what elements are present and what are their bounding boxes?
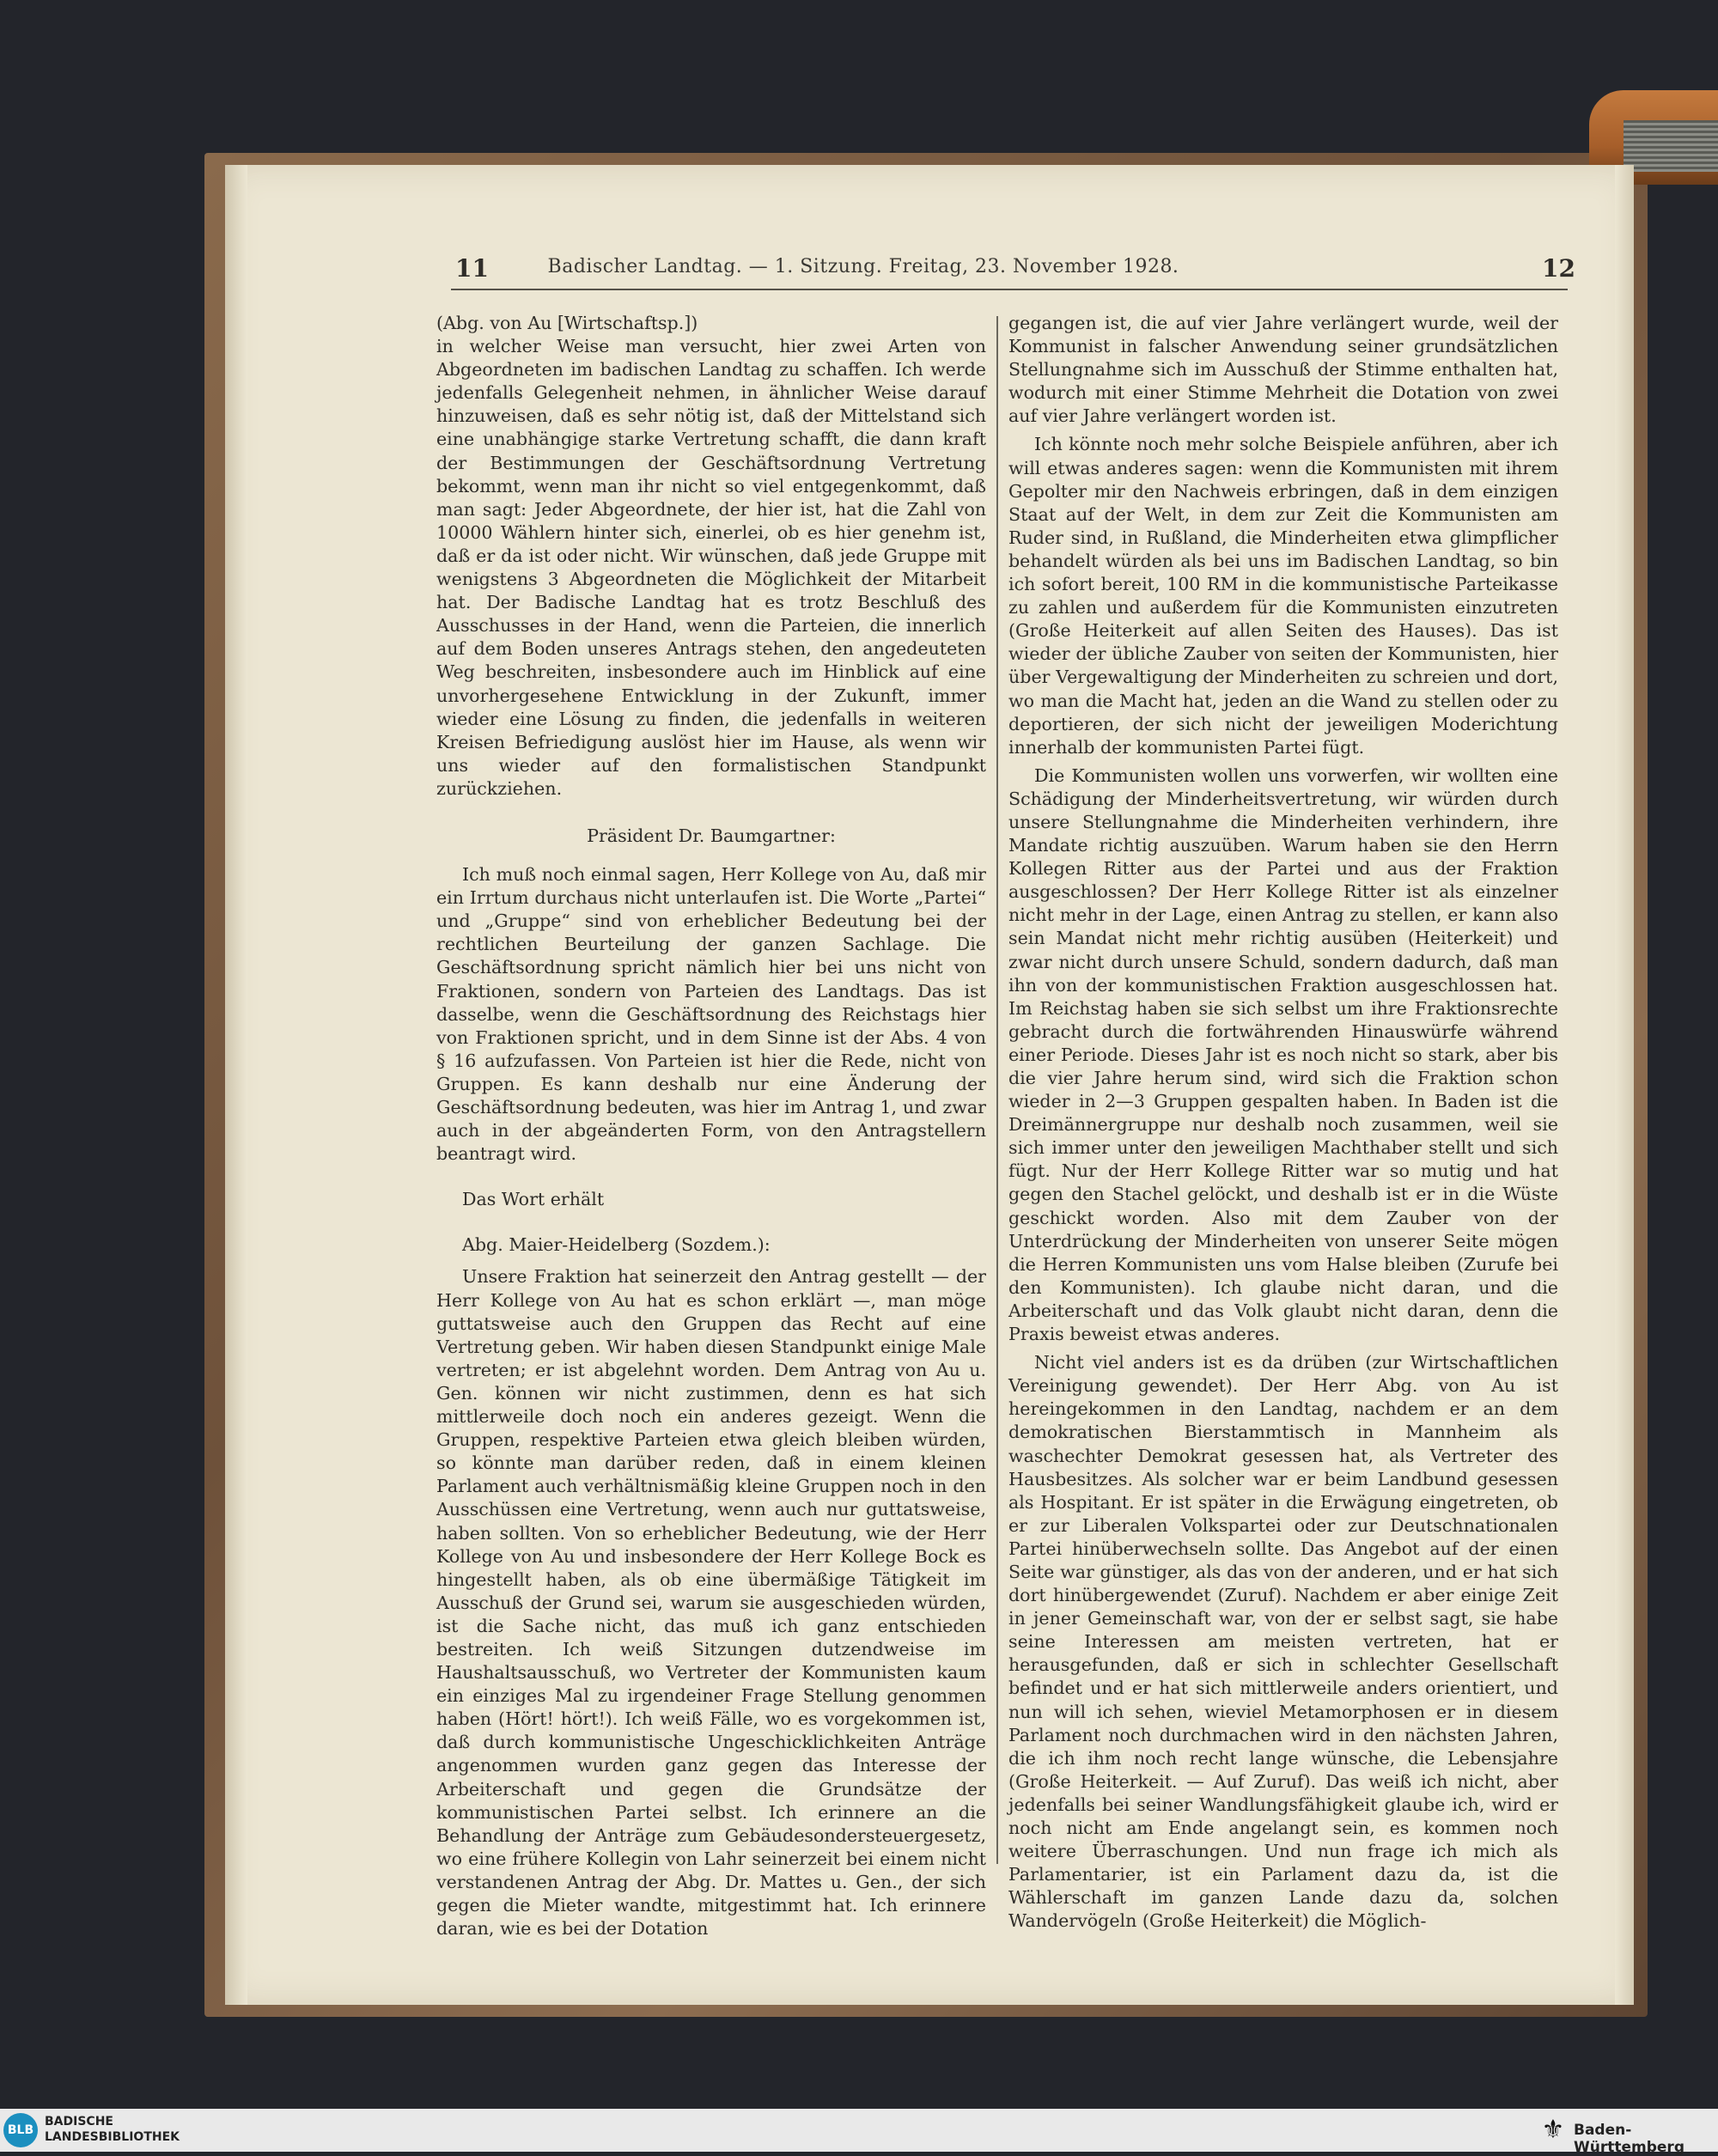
header-rule <box>451 289 1568 290</box>
blb-name-line2: LANDESBIBLIOTHEK <box>45 2130 180 2144</box>
column-divider <box>996 316 998 1864</box>
page-gutter-shadow <box>225 165 247 2005</box>
blb-library-name[interactable] <box>45 2114 180 2145</box>
paragraph: Die Kommunisten wollen uns vorwerfen, wir wollten eine Schädigung der Minderheitsvertretung, wir würden durch unsere Stellungnahme die Minderheiten verhindern, ihre Mandate richtig auszuüben. Warum haben sie den Herrn Kollegen Ritter aus der Partei und aus der Fraktion ausgeschlossen? Der Herr Kollege Ritter ist als einzelner nicht mehr in der Lage, einen Antrag zu stellen, er kann also sein Mandat nicht mehr richtig ausüben (Heiterkeit) und zwar nicht durch unsere Schuld, sondern dadurch, daß man ihn von der kommunistischen Fraktion ausgeschlossen hat. Im Reichstag haben sie sich selbst um ihre Fraktionsrechte gebracht durch die fortwährenden Hinauswürfe während einer Periode. Dieses Jahr ist es noch nicht so stark, aber bis die vier Jahre herum sind, wird sich die Fraktion schon wieder in 2—3 Gruppen gespalten haben. In Baden ist die Dreimännergruppe nur deshalb noch zusammen, weil sie sich immer unter den jeweiligen Machthaber stellt und sich fügt. Nur der Herr Kollege Ritter war so mutig und hat gegen den Stachel gelöckt, und deshalb ist er in die Wüste geschickt worden. Also mit dem Zauber von der Unterdrückung der Minderheiten von unserer Seite mögen die Herren Kommunisten uns vom Halse bleiben (Zurufe bei den Kommunisten). Ich glaube nicht daran, und die Arbeiterschaft und das Volk glaubt nicht daran, denn die Praxis beweist etwas anderes. <box>1008 764 1558 1345</box>
paragraph: Ich könnte noch mehr solche Beispiele anführen, aber ich will etwas anderes sagen: wenn die Kommunisten mit ihrem Gepolter mir den Nachweis erbringen, daß in dem einzigen Staat auf der Welt, in dem zur Zeit die Kommunisten am Ruder sind, in Rußland, die Minderheiten etwa glimpflicher behandelt würden als bei uns im Badischen Landtag, so bin ich sofort bereit, 100 RM in die kommunistische Parteikasse zu zahlen und außerdem für die Kommunisten einzutreten (Große Heiterkeit auf allen Seiten des Hauses). Das ist wieder der übliche Zauber von seiten der Kommunisten, hier über Vergewaltigung der Minderheiten zu schreien und dort, wo man die Macht hat, jeden an die Wand zu stellen oder zu deportieren, der sich nicht der jeweiligen Moderichtung innerhalb der kommunisten Partei fügt. <box>1008 434 1558 758</box>
paragraph: Das Wort erhält <box>462 1189 605 1210</box>
running-header: Badischer Landtag. — 1. Sitzung. Freitag, 23. November 1928. <box>547 256 1179 277</box>
left-column <box>436 312 986 1940</box>
speaker-heading: Präsident Dr. Baumgartner: <box>587 825 836 846</box>
viewer-footer-bar <box>0 2109 1718 2152</box>
speaker-continuation: (Abg. von Au [Wirtschaftsp.]) <box>436 313 698 333</box>
paragraph: gegangen ist, die auf vier Jahre verlängert wurde, weil der Kommunist in falscher Anwendung seiner grundsätzlichen Stellungnahme sich im Ausschuß der Stimme enthalten hat, wodurch mit einer Stimme Mehrheit die Dotation von zwei auf vier Jahre verlängert worden ist. <box>1008 313 1558 427</box>
paragraph: Unsere Fraktion hat seinerzeit den Antrag gestellt — der Herr Kollege von Au hat es schon erklärt —, man möge guttatsweise auch den Gruppen das Recht auf eine Vertretung geben. Wir haben diesen Standpunkt einige Male vertreten; er ist abgelehnt worden. Dem Antrag von Au u. Gen. können wir nicht zustimmen, denn es hat sich mittlerweile doch noch ein anderes gezeigt. Wenn die Gruppen, respektive Parteien etwa gleich bleiben würden, so könnte man darüber reden, daß in einem kleinen Parlament auch verhältnismäßig kleine Gruppen noch in den Ausschüssen eine Vertretung, wenn auch nur guttatsweise, haben sollten. Von so erheblicher Bedeutung, wie der Herr Kollege von Au und insbesondere der Herr Kollege Bock es hingestellt haben, als ob eine übermäßige Tätigkeit im Ausschuß der Grund sei, warum sie ausgeschieden würden, ist die Sache nicht, das muß ich ganz entschieden bestreiten. Ich weiß Sitzungen dutzendweise im Haushaltsausschuß, wo Vertreter der Kommunisten kaum ein einziges Mal zu irgendeiner Frage Stellung genommen haben (Hört! hört!). Ich weiß Fälle, wo es vorgekommen ist, daß durch kommunistische Ungeschicklichkeiten Anträge angenommen wurden ganz gegen das Interesse der Arbeiterschaft und gegen die Grundsätze der kommunistischen Partei selbst. Ich erinnere an die Behandlung der Anträge zum Gebäudesondersteuergesetz, wo eine frühere Kollegin von Lahr seinerzeit bei einem nicht verstandenen Antrag der Abg. Dr. Mattes u. Gen., der sich gegen die Mieter wandte, mitgestimmt hat. Ich erinnere daran, wie es bei der Dotation <box>436 1266 986 1940</box>
page-number-left: 11 <box>455 254 489 283</box>
page-number-right: 12 <box>1542 254 1575 283</box>
paragraph: Ich muß noch einmal sagen, Herr Kollege von Au, daß mir ein Irrtum durchaus nicht unterlaufen ist. Die Worte „Partei“ und „Gruppe“ sind von erheblicher Bedeutung bei der rechtlichen Beurteilung der ganzen Sachlage. Die Geschäftsordnung spricht nämlich hier bei uns nicht von Fraktionen, sondern von Parteien des Landtags. Das ist dasselbe, wenn die Geschäftsordnung des Reichstags hier von Fraktionen spricht, und in dem Sinne ist der Abs. 4 von § 16 aufzufassen. Von Parteien ist hier die Rede, nicht von Gruppen. Es kann deshalb nur eine Änderung der Geschäftsordnung bedeuten, was hier im Antrag 1, und zwar auch in der abgeänderten Form, von den Antragstellern beantragt wird. <box>436 864 986 1165</box>
page-edge-shadow <box>1615 165 1634 2005</box>
baden-wuerttemberg-label[interactable]: Baden-Württemberg <box>1574 2122 1684 2156</box>
right-column <box>1008 312 1558 1933</box>
blb-logo-icon[interactable]: BLB <box>3 2113 38 2147</box>
paragraph: in welcher Weise man versucht, hier zwei Arten von Abgeordneten im badischen Landtag zu schaffen. Ich werde jedenfalls Gelegenheit nehmen, in ähnlicher Weise darauf hinzuweisen, daß es sehr nötig ist, daß der Mittelstand sich eine unabhängige starke Vertretung schafft, die dann kraft der Bestimmungen der Geschäftsordnung Vertretung bekommt, wenn man ihr nicht so viel entgegenkommt, daß man sagt: Jeder Abgeordnete, der hier ist, hat die Zahl von 10000 Wählern hinter sich, einerlei, ob es hier genehm ist, daß er da ist oder nicht. Wir wünschen, daß jede Gruppe mit wenigstens 3 Abgeordneten die Möglichkeit der Mitarbeit hat. Der Badische Landtag hat es trotz Beschluß des Ausschusses in der Hand, wenn die Parteien, die innerlich auf dem Boden unseres Antrags stehen, den angedeuteten Weg beschreiten, insbesondere auch im Hinblick auf eine unvorhergesehene Entwicklung in der Zukunft, immer wieder eine Lösung zu finden, die jedenfalls in weiteren Kreisen Befriedigung auslöst hier im Hause, als wenn wir uns wieder auf den formalistischen Standpunkt zurückziehen. <box>436 336 986 799</box>
paragraph: Nicht viel anders ist es da drüben (zur Wirtschaftlichen Vereinigung gewendet). Der Herr Abg. von Au ist hereingekommen in den Landtag, nachdem er an dem demokratischen Bierstammtisch in Mannheim als waschechter Demokrat gesessen hat, als Vertreter des Hausbesitzes. Als solcher war er beim Landbund gesessen als Hospitant. Er ist später in die Erwägung eingetreten, ob er zur Liberalen Volkspartei oder zur Deutschnationalen Partei hinüberwechseln sollte. Das Angebot auf der einen Seite war günstiger, als das von der anderen, und er hat sich dort hinübergewendet (Zuruf). Nachdem er aber einige Zeit in jener Gemeinschaft war, von der er selbst sagt, sie habe seine Interessen am meisten vertreten, hat er herausgefunden, daß er sich in schlechter Gesellschaft befindet und er hat sich mittlerweile anders orientiert, und nun will ich sehen, wieviel Metamorphosen er in diesem Parlament noch durchmachen wird in den nächsten Jahren, die ich ihm noch recht lange wünsche, die Lebensjahre (Große Heiterkeit. — Auf Zuruf). Das weiß ich nicht, aber jedenfalls bei seiner Wandlungsfähigkeit glaube ich, wird er noch nicht am Ende angelangt sein, es kommen noch weitere Überraschungen. Und nun frage ich mich als Parlamentarier, ist ein Parlament dazu da, ist die Wählerschaft im ganzen Lande dazu da, solchen Wandervögeln (Große Heiterkeit) die Möglich- <box>1008 1352 1558 1932</box>
page-stack <box>1624 120 1718 172</box>
speaker-heading: Abg. Maier-Heidelberg (Sozdem.): <box>462 1234 771 1256</box>
coat-of-arms-icon: ⚜ <box>1541 2115 1565 2145</box>
blb-name-line1: BADISCHE <box>45 2115 113 2129</box>
